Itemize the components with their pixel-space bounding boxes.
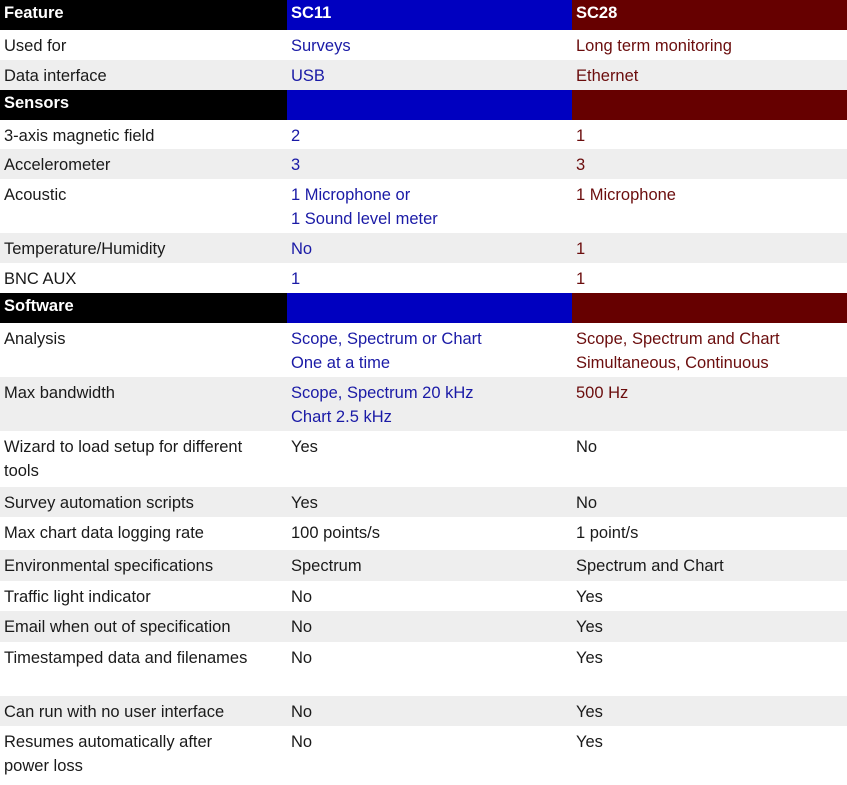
sc28-cell: Scope, Spectrum and Chart Simultaneous, Continuous [576, 330, 780, 372]
feature-cell: Analysis [4, 330, 66, 348]
header-row [0, 0, 847, 30]
feature-cell: Wizard to load setup for different tools [4, 438, 243, 480]
sc28-cell [572, 293, 847, 323]
table-row [0, 120, 847, 149]
sc11-cell: No [291, 240, 313, 258]
feature-cell: 3-axis magnetic field [4, 127, 155, 145]
feature-cell: Can run with no user interface [4, 703, 225, 721]
feature-cell: Sensors [0, 90, 287, 120]
sc28-cell: Yes [576, 649, 603, 667]
sc11-cell: 3 [291, 156, 301, 174]
sc11-cell: USB [291, 67, 325, 85]
sc11-cell: 1 [291, 270, 301, 288]
table-row [0, 149, 847, 179]
sc11-cell [287, 293, 572, 323]
sc28-cell: 500 Hz [576, 384, 629, 402]
feature-cell: Max chart data logging rate [4, 524, 204, 542]
feature-cell: Acoustic [4, 186, 67, 204]
table-row [0, 60, 847, 90]
sc28-cell: 1 point/s [576, 524, 639, 542]
sc11-cell [287, 90, 572, 120]
sc11-cell: Surveys [291, 37, 351, 55]
sc28-cell: Yes [576, 733, 603, 751]
table-row [0, 377, 847, 431]
table-row [0, 263, 847, 293]
sc28-cell [572, 90, 847, 120]
sc11-cell: Yes [291, 438, 318, 456]
sc11-cell: No [291, 649, 313, 667]
sc28-cell: 1 [576, 127, 586, 145]
sc28-cell: Ethernet [576, 67, 639, 85]
sc28-cell: No [576, 438, 598, 456]
table-row [0, 431, 847, 487]
sc11-cell: 1 Microphone or 1 Sound level meter [291, 186, 438, 228]
sc28-cell: 3 [576, 156, 586, 174]
feature-cell: Temperature/Humidity [4, 240, 166, 258]
sc11-cell: 100 points/s [291, 524, 380, 542]
sc11-cell: No [291, 618, 313, 636]
sc11-cell: Yes [291, 494, 318, 512]
sc28-cell: Yes [576, 703, 603, 721]
table-row [0, 696, 847, 726]
sc28-cell: 1 [576, 270, 586, 288]
table-row [0, 30, 847, 60]
sc11-cell: No [291, 703, 313, 721]
sc28-cell: Yes [576, 588, 603, 606]
table-row [0, 179, 847, 233]
feature-cell: BNC AUX [4, 270, 77, 288]
feature-cell: Survey automation scripts [4, 494, 194, 512]
table-row [0, 642, 847, 696]
feature-cell: Used for [4, 37, 67, 55]
feature-cell: Data interface [4, 67, 107, 85]
sc11-cell: SC11 [287, 0, 572, 30]
feature-cell: Software [0, 293, 287, 323]
sc28-cell: Yes [576, 618, 603, 636]
feature-cell: Email when out of specification [4, 618, 231, 636]
sc28-cell: Long term monitoring [576, 37, 732, 55]
feature-cell: Timestamped data and filenames [4, 649, 248, 667]
sc11-cell: 2 [291, 127, 301, 145]
sc28-cell: SC28 [572, 0, 847, 30]
sc11-cell: Scope, Spectrum or Chart One at a time [291, 330, 482, 372]
sc11-cell: Spectrum [291, 557, 362, 575]
feature-cell: Feature [0, 0, 287, 30]
feature-cell: Traffic light indicator [4, 588, 151, 606]
table-row [0, 726, 847, 782]
sc11-cell: Scope, Spectrum 20 kHz Chart 2.5 kHz [291, 384, 474, 426]
sc28-cell: No [576, 494, 598, 512]
table-row [0, 487, 847, 517]
section-row [0, 90, 847, 120]
feature-cell: Accelerometer [4, 156, 111, 174]
feature-cell: Resumes automatically after power loss [4, 733, 213, 775]
feature-cell: Environmental specifications [4, 557, 214, 575]
sc11-cell: No [291, 588, 313, 606]
feature-cell: Max bandwidth [4, 384, 115, 402]
table-row [0, 581, 847, 611]
sc28-cell: Spectrum and Chart [576, 557, 724, 575]
sc11-cell: No [291, 733, 313, 751]
section-row [0, 293, 847, 323]
sc28-cell: 1 [576, 240, 586, 258]
table-row [0, 233, 847, 263]
sc28-cell: 1 Microphone [576, 186, 676, 204]
table-row [0, 550, 847, 581]
table-row [0, 517, 847, 550]
table-row [0, 323, 847, 377]
table-row [0, 611, 847, 642]
